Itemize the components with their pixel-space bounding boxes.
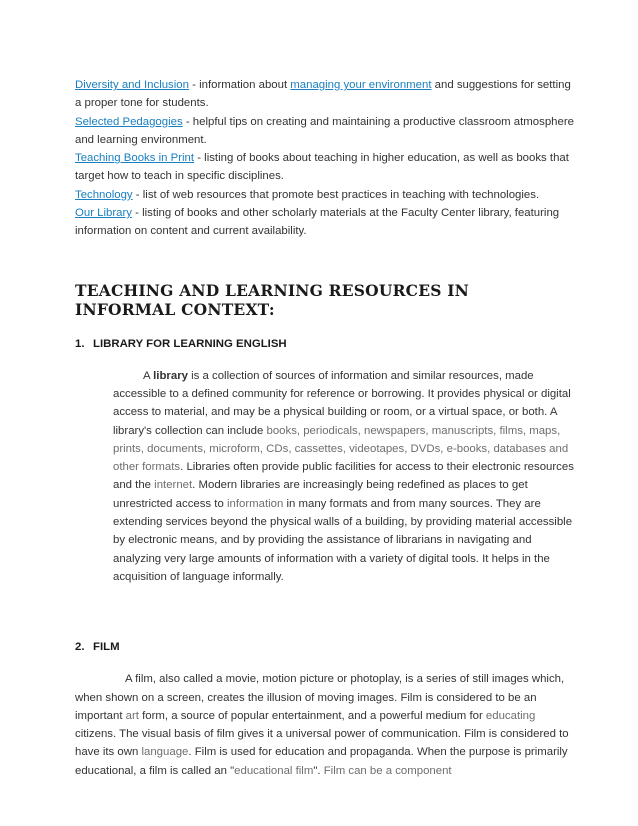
library-paragraph: [113, 367, 575, 587]
resource-desc: - listing of books about teaching in higher education, as well as books that target how to teach in specific disciplines.: [75, 152, 569, 183]
text-run: form, a source of popular entertainment, and a powerful medium for: [138, 709, 486, 722]
resource-item-books: [75, 149, 575, 186]
resource-desc: and suggestions for setting a proper tone for students.: [75, 79, 571, 110]
section-heading: TEACHING AND LEARNING RESOURCES IN INFORMAL CONTEXT:: [75, 280, 470, 319]
language-term: language: [141, 746, 189, 759]
section-2-body: [75, 670, 575, 780]
section-1-title: [75, 338, 575, 350]
resource-desc: - helpful tips on creating and maintaining a productive classroom atmosphere and learning environment.: [75, 115, 574, 146]
text-run: citizens. The visual basis of film gives it a universal power of communication. Film is considered to have its own: [75, 728, 569, 759]
section-2-title: [75, 641, 575, 653]
diversity-inclusion-link[interactable]: Diversity and Inclusion: [75, 79, 189, 91]
text-run: in many formats and from many sources. They are extending services beyond the physical walls of a building, by providing material accessible by electronic means, and by providing the assistance of librarians in navigating and analyzing very large amounts of information with a variety of digital tools. It helps in the acquisition of language informally.: [113, 497, 573, 583]
film-paragraph: [75, 670, 575, 780]
resource-desc: - listing of books and other scholarly materials at the Faculty Center library, featuring information on content and current availability.: [75, 207, 560, 238]
spacer: [75, 586, 575, 622]
section-2-title-text: FILM: [93, 641, 120, 654]
technology-link[interactable]: Technology: [75, 188, 133, 201]
trailing-text: Film can be a component: [323, 764, 452, 777]
text-run: . Modern libraries are increasingly being redefined as places to get unrestricted access to: [113, 479, 528, 510]
resource-desc: - information about: [188, 79, 291, 91]
text-run: ".: [313, 764, 324, 777]
text-run: . Libraries often provide public facilities for access to their electronic resources and the: [113, 461, 574, 492]
text-run: A film, also called a movie, motion picture or photoplay, is a series of still images which, when shown on a screen, creates the illusion of moving images. Film is considered to be an important: [75, 673, 565, 722]
our-library-link[interactable]: Our Library: [75, 207, 132, 220]
educating-term: educating: [485, 709, 536, 722]
text-run: . Film is used for education and propaganda. When the purpose is primarily educational, a film is called an ": [75, 746, 568, 777]
educational-film-term: educational film: [234, 764, 314, 777]
document-page: [75, 76, 575, 780]
section-1-body: [113, 367, 575, 587]
resource-item-library: [75, 204, 575, 241]
teaching-books-link[interactable]: Teaching Books in Print: [75, 152, 195, 165]
art-term: art: [125, 709, 139, 722]
selected-pedagogies-link[interactable]: Selected Pedagogies: [75, 115, 183, 128]
resource-desc: - list of web resources that promote best practices in teaching with technologies.: [132, 188, 540, 201]
section-1-title-text: LIBRARY FOR LEARNING ENGLISH: [93, 337, 287, 350]
information-term: information: [226, 497, 284, 510]
text-run: A: [143, 369, 154, 382]
section-2-number: 2.: [75, 641, 85, 654]
text-run: is a collection of sources of information and similar resources, made accessible to a defined community for reference or borrowing. It provides physical or digital access to material, and may be a physical building or room, or a virtual space, or both. A library's collection can include: [113, 369, 571, 437]
formats-list: books, periodicals, newspapers, manuscripts, films, maps, prints, documents, microform, CDs, cassettes, videotapes, DVDs, e-books, databases and other formats: [113, 424, 569, 474]
resource-item-pedagogies: [75, 113, 575, 150]
internet-term: internet: [154, 479, 193, 492]
library-bold-term: library: [153, 369, 188, 382]
resource-item-diversity: [75, 76, 575, 113]
managing-environment-link[interactable]: managing your environment: [290, 79, 432, 91]
section-1-number: 1.: [75, 337, 85, 350]
resource-item-technology: [75, 186, 575, 204]
